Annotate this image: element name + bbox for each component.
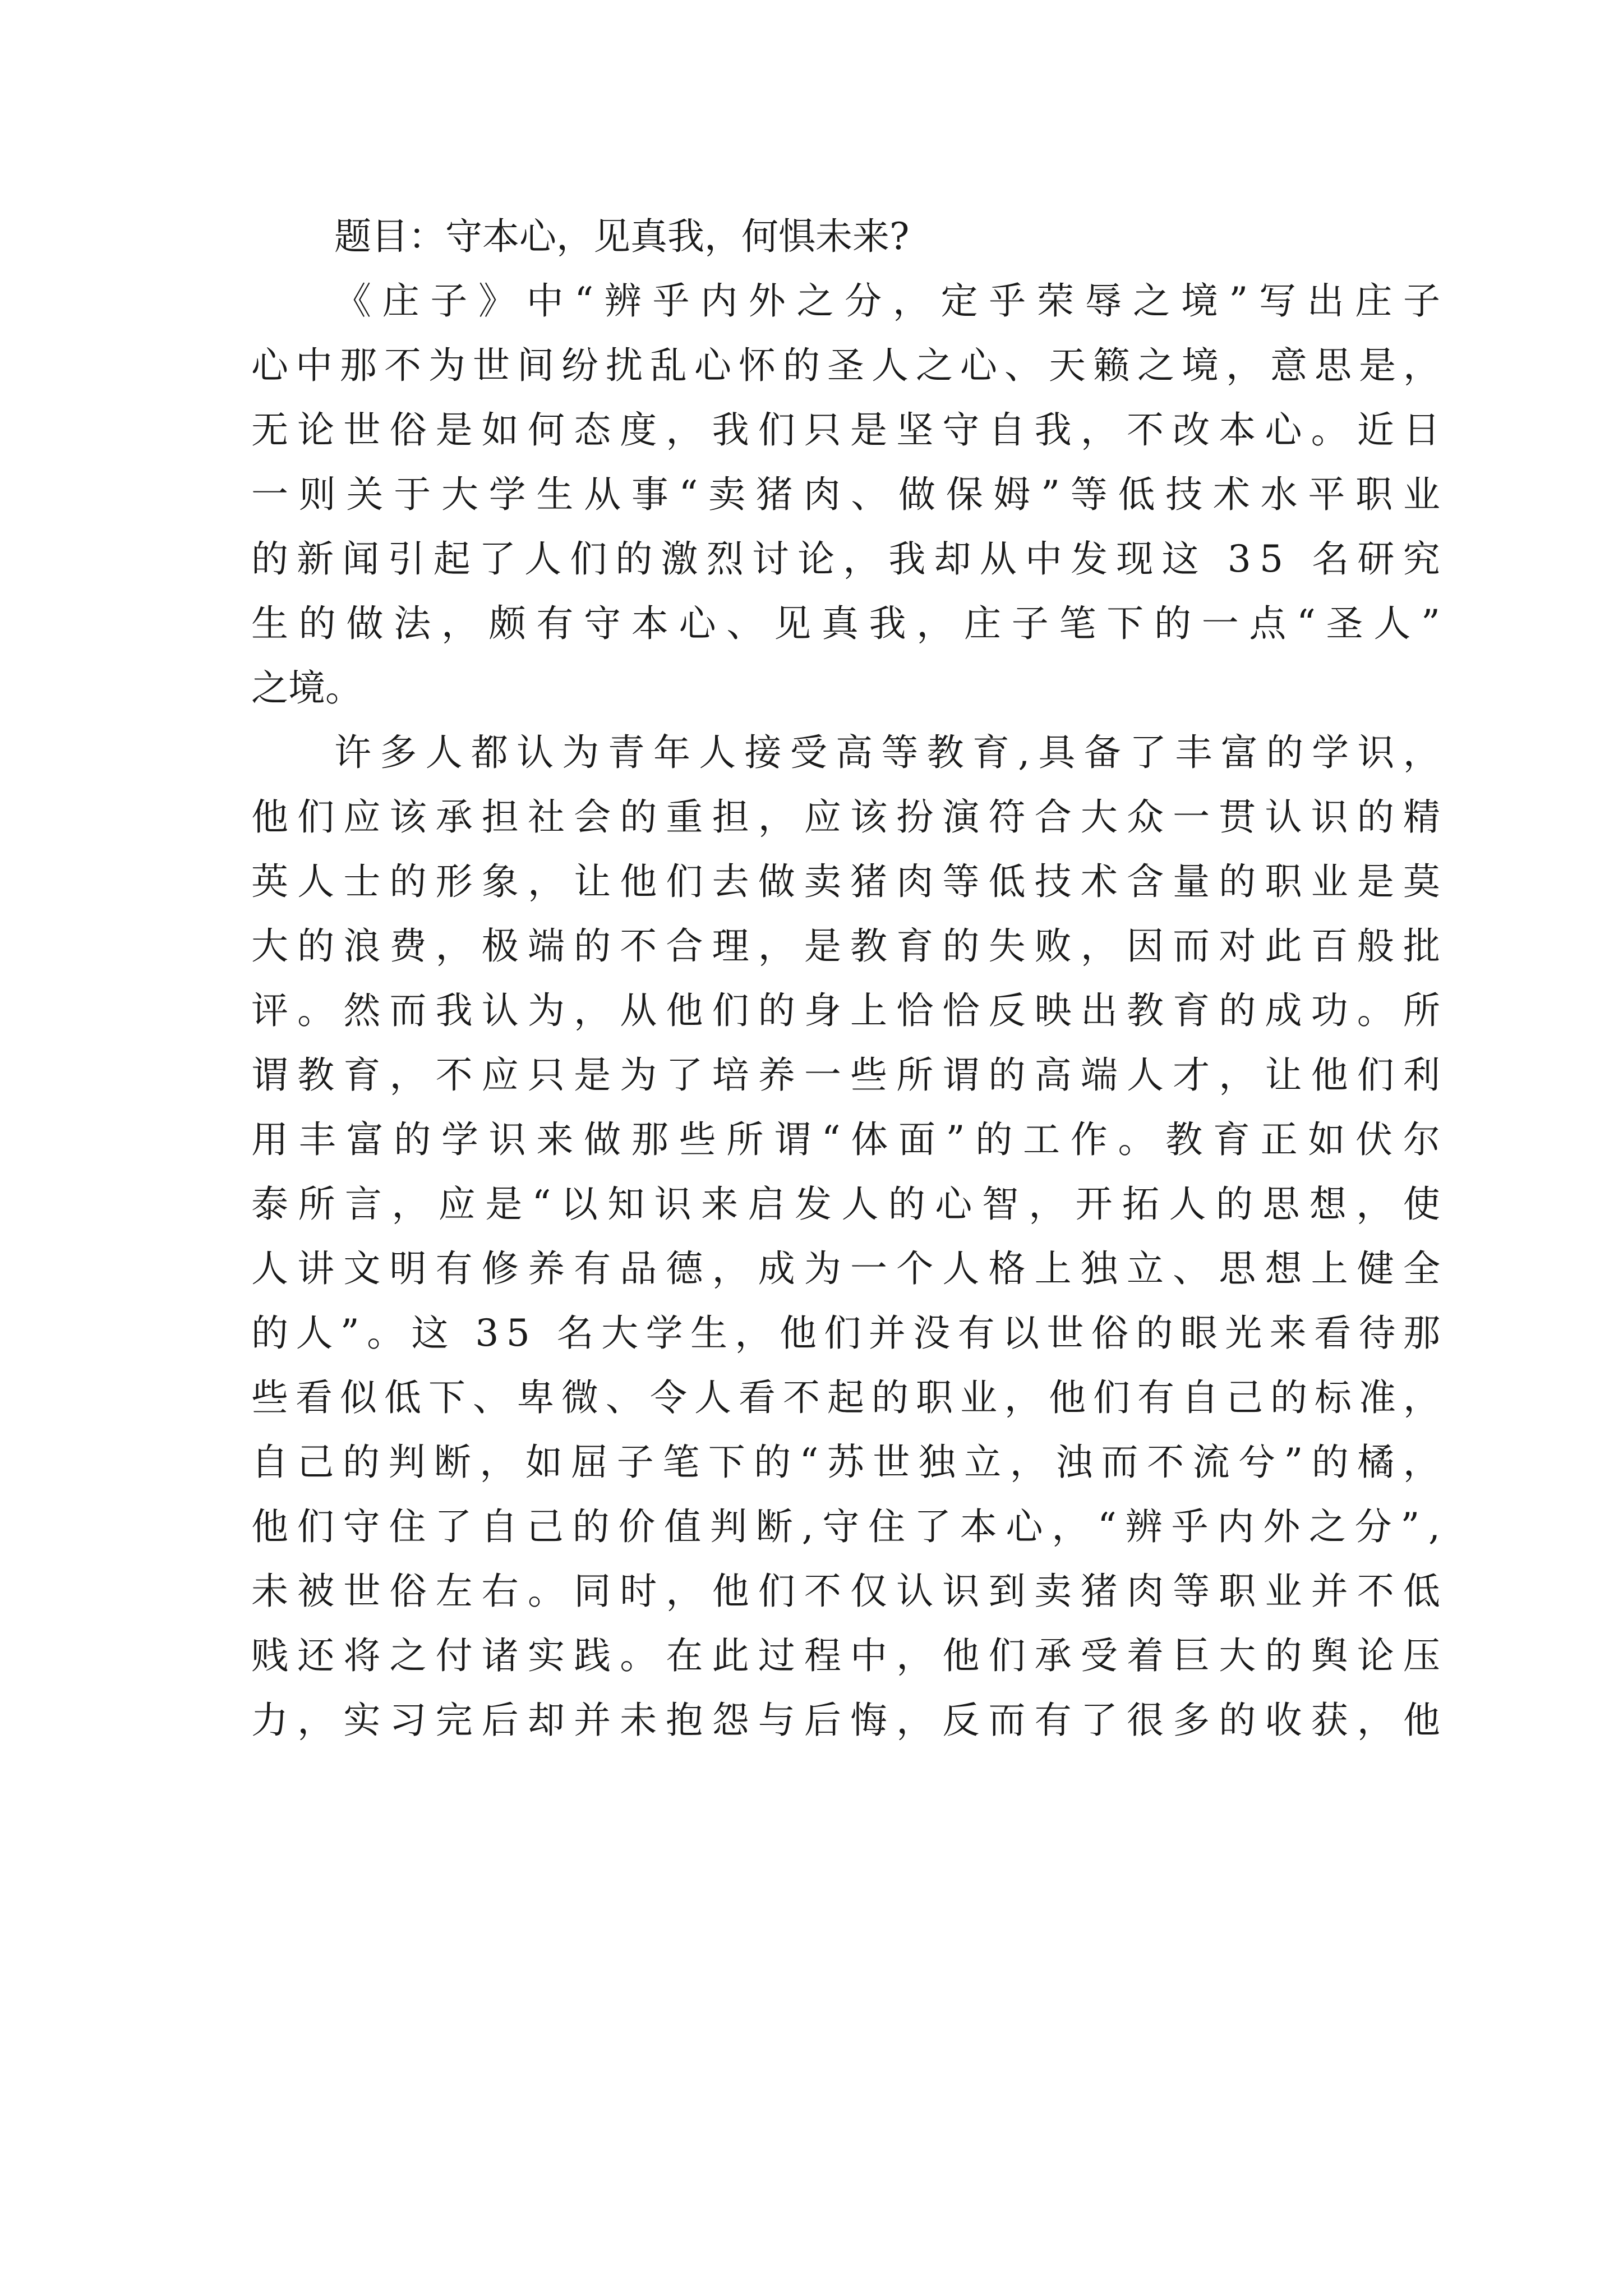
paragraph-line: 人 讲 文 明 有 修 养 有 品 德 ， 成 为 一 个 人 格 上 独 立 、 思 想 上 健 全 [251, 1247, 1440, 1290]
paragraph-line: 评 。 然 而 我 认 为 ， 从 他 们 的 身 上 恰 恰 反 映 出 教 育 的 成 功 。 所 [251, 989, 1440, 1032]
paragraph-1 [251, 269, 1440, 720]
paragraph-line: 他 们 守 住 了 自 己 的 价 值 判 断 , 守 住 了 本 心 ， “ 辨 乎 内 外 之 分 ” , [251, 1505, 1440, 1548]
document-body [251, 204, 1440, 1752]
paragraph-line: 英 人 士 的 形 象 ， 让 他 们 去 做 卖 猪 肉 等 低 技 术 含 量 的 职 业 是 莫 [251, 860, 1440, 903]
paragraph-line: 谓 教 育 ， 不 应 只 是 为 了 培 养 一 些 所 谓 的 高 端 人 才 ， 让 他 们 利 [251, 1053, 1440, 1097]
paragraph-line: 无 论 世 俗 是 如 何 态 度 ， 我 们 只 是 坚 守 自 我 ， 不 改 本 心 。 近 日 [251, 408, 1440, 452]
essay-title [251, 204, 1440, 269]
essay-title-text: 题目：守本心，见真我，何惧未来? [334, 215, 910, 258]
paragraph-line: 的 人 ” 。 这 3 5 名 大 学 生 ， 他 们 并 没 有 以 世 俗 的 眼 光 来 看 待 那 [251, 1312, 1440, 1355]
paragraph-line: 许 多 人 都 认 为 青 年 人 接 受 高 等 教 育 , 具 备 了 丰 富 的 学 识 ， [334, 731, 1440, 774]
paragraph-line: 他 们 应 该 承 担 社 会 的 重 担 ， 应 该 扮 演 符 合 大 众 一 贯 认 识 的 精 [251, 795, 1440, 839]
paragraph-line: 未 被 世 俗 左 右 。 同 时 ， 他 们 不 仅 认 识 到 卖 猪 肉 等 职 业 并 不 低 [251, 1570, 1440, 1613]
paragraph-line: 的 新 闻 引 起 了 人 们 的 激 烈 讨 论 ， 我 却 从 中 发 现 这 3 5 名 研 究 [251, 537, 1440, 581]
paragraph-line: 一 则 关 于 大 学 生 从 事 “ 卖 猪 肉 、 做 保 姆 ” 等 低 技 术 水 平 职 业 [251, 473, 1440, 516]
paragraph-2 [251, 720, 1440, 1752]
paragraph-line: 泰 所 言 ， 应 是 “ 以 知 识 来 启 发 人 的 心 智 ， 开 拓 人 的 思 想 ， 使 [251, 1182, 1440, 1226]
paragraph-line: 大 的 浪 费 ， 极 端 的 不 合 理 ， 是 教 育 的 失 败 ， 因 而 对 此 百 般 批 [251, 924, 1440, 968]
paragraph-line: 《 庄 子 》 中 “ 辨 乎 内 外 之 分 ， 定 乎 荣 辱 之 境 ” 写 出 庄 子 [334, 279, 1440, 323]
paragraph-line: 用 丰 富 的 学 识 来 做 那 些 所 谓 “ 体 面 ” 的 工 作 。 教 育 正 如 伏 尔 [251, 1118, 1440, 1161]
paragraph-line: 自 己 的 判 断 ， 如 屈 子 笔 下 的 “ 苏 世 独 立 ， 浊 而 不 流 兮 ” 的 橘 ， [251, 1441, 1440, 1484]
paragraph-line: 心 中 那 不 为 世 间 纷 扰 乱 心 怀 的 圣 人 之 心 、 天 籁 之 境 ， 意 思 是 ， [251, 344, 1440, 387]
paragraph-line: 之境。 [251, 666, 362, 710]
paragraph-line: 力 ， 实 习 完 后 却 并 未 抱 怨 与 后 悔 ， 反 而 有 了 很 多 的 收 获 ， 他 [251, 1699, 1440, 1742]
paragraph-line: 贱 还 将 之 付 诸 实 践 。 在 此 过 程 中 ， 他 们 承 受 着 巨 大 的 舆 论 压 [251, 1634, 1440, 1677]
paragraph-line: 生 的 做 法 ， 颇 有 守 本 心 、 见 真 我 ， 庄 子 笔 下 的 一 点 “ 圣 人 ” [251, 602, 1440, 645]
paragraph-line: 些 看 似 低 下 、 卑 微 、 令 人 看 不 起 的 职 业 ， 他 们 有 自 己 的 标 准 ， [251, 1376, 1440, 1419]
